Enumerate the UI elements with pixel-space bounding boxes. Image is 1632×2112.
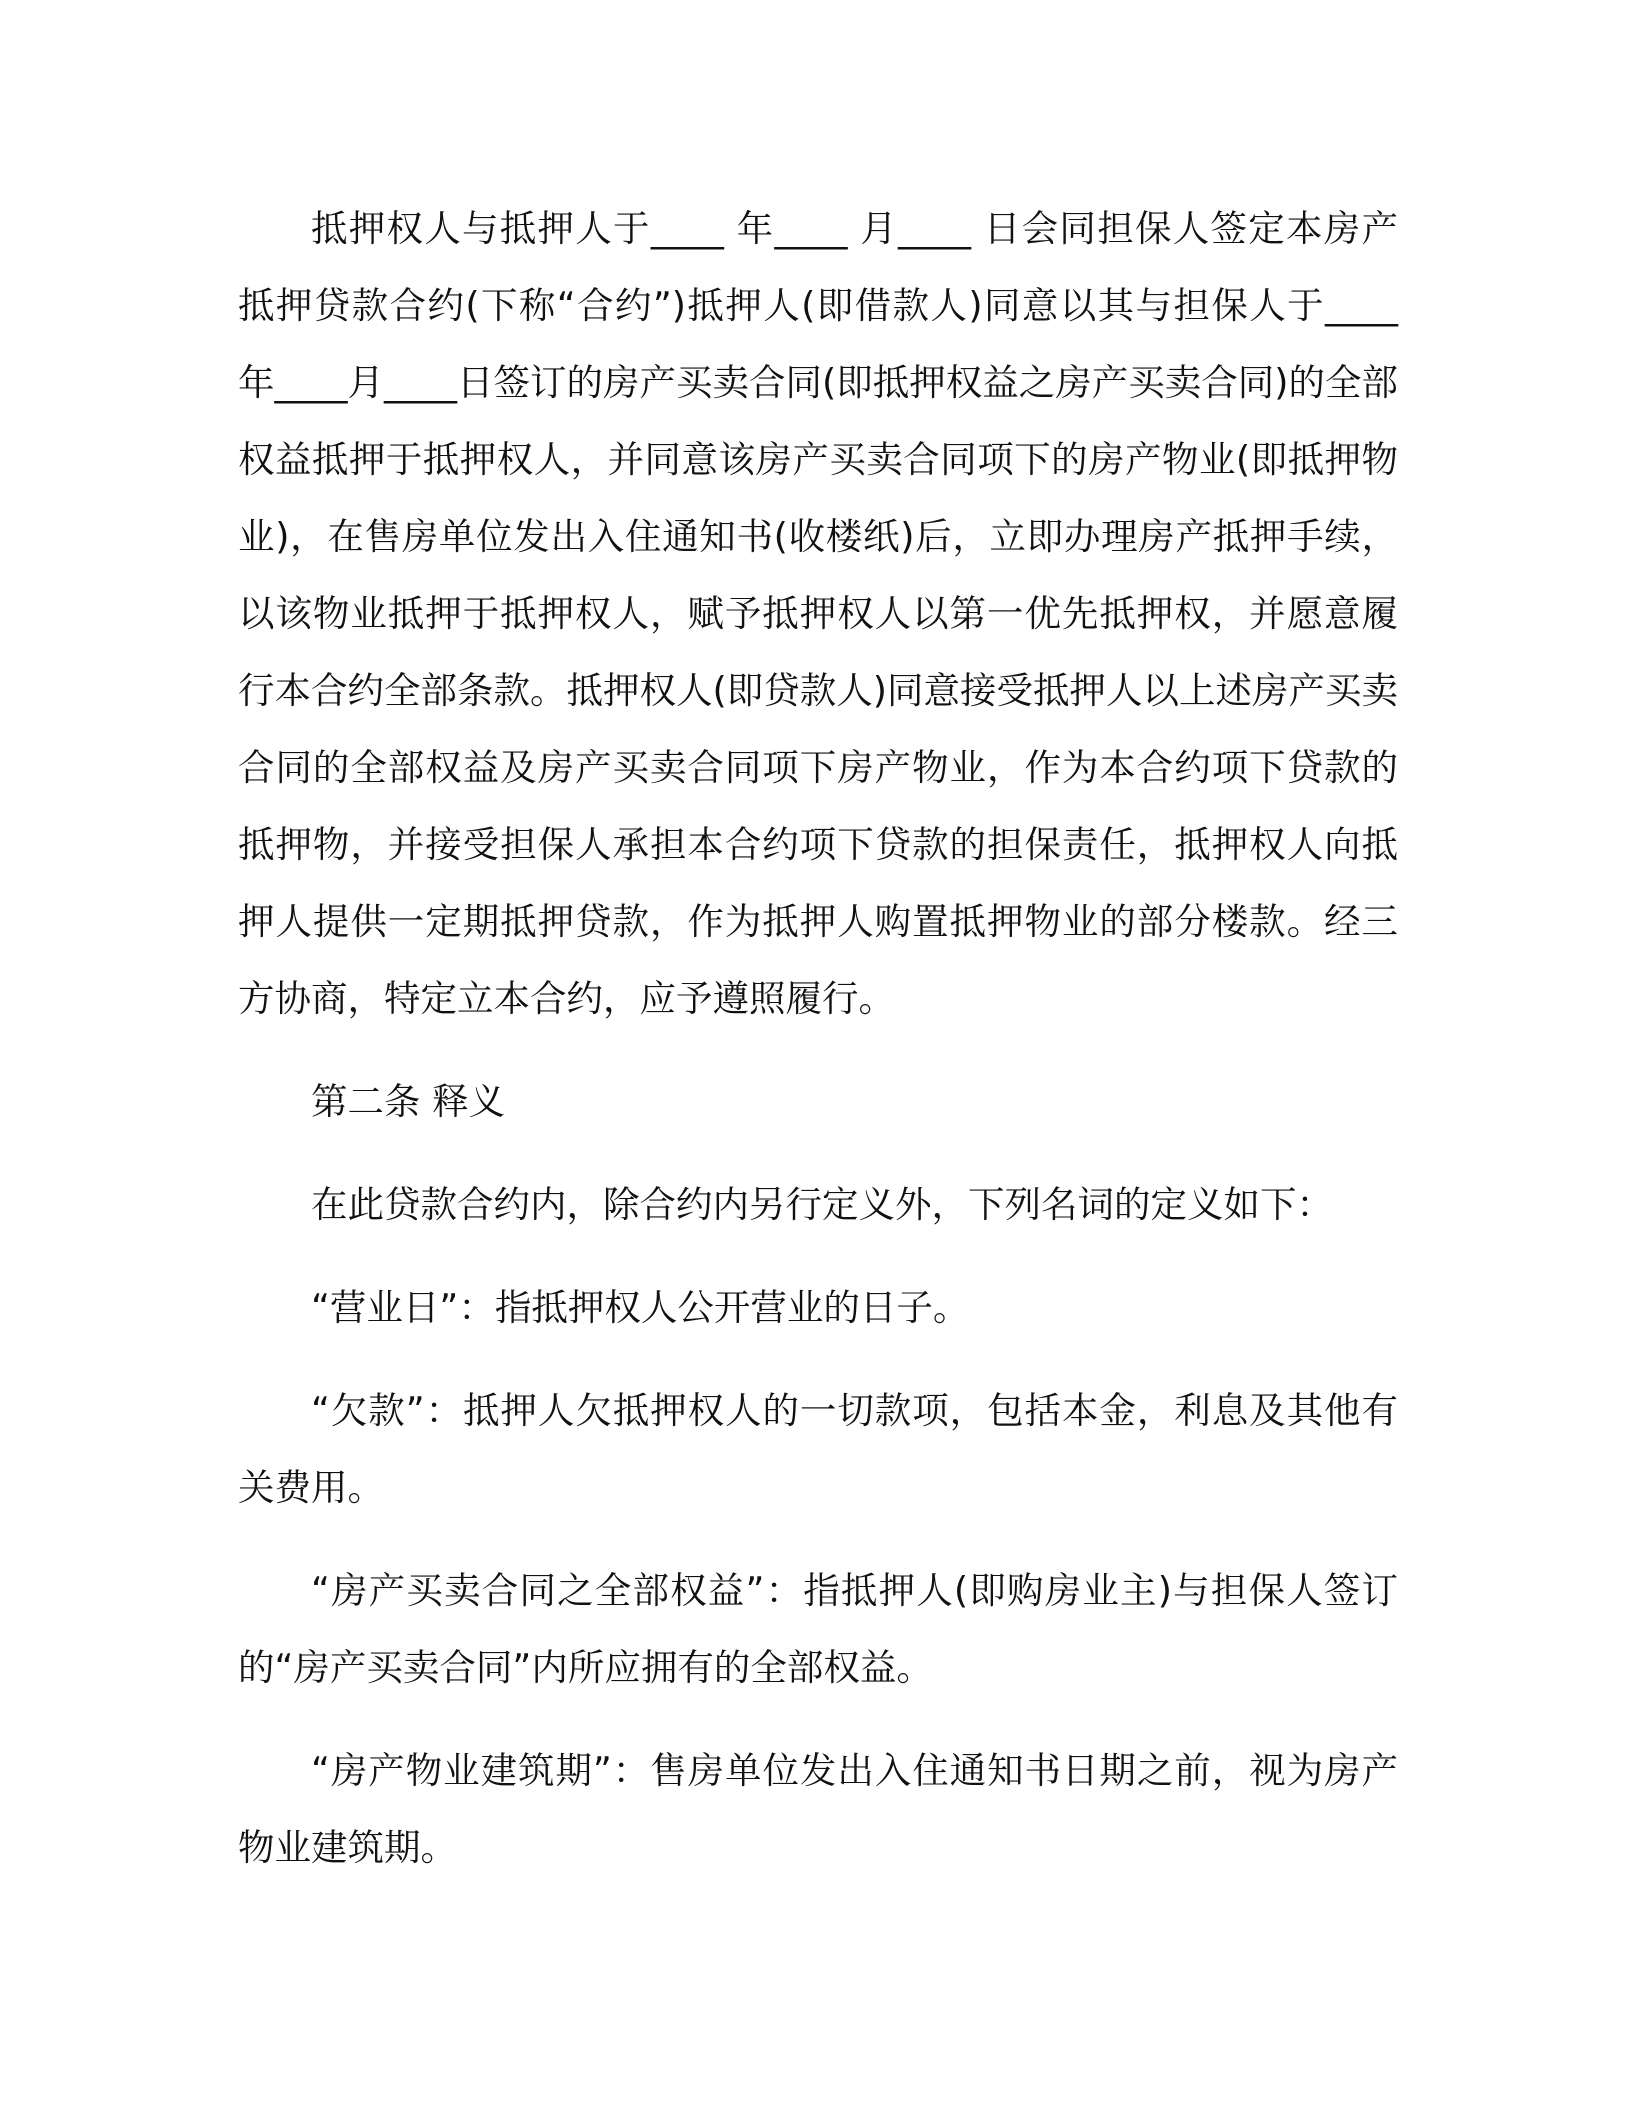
definition-construction-period: “房产物业建筑期”：售房单位发出入住通知书日期之前，视为房产物业建筑期。: [238, 1749, 1398, 1869]
definitions-intro: 在此贷款合约内，除合约内另行定义外，下列名词的定义如下：: [311, 1183, 1333, 1226]
section-heading: 第二条 释义: [311, 1080, 506, 1123]
document-page: [238, 190, 1398, 1886]
definition-contract-rights: “房产买卖合同之全部权益”：指抵押人(即购房业主)与担保人签订的“房产买卖合同”内所应拥有的全部权益。: [238, 1569, 1398, 1689]
preamble-paragraph: 抵押权人与抵押人于____ 年____ 月____ 日会同担保人签定本房产抵押贷款合约(下称“合约”)抵押人(即借款人)同意以其与担保人于____ 年____月____日签订的房产买卖合同(即抵押权益之房产买卖合同)的全部权益抵押于抵押权人，并同意该房产买卖合同项下的房产物业(即抵押物业)，在售房单位发出入住通知书(收楼纸)后，立即办理房产抵押手续，以该物业抵押于抵押权人，赋予抵押权人以第一优先抵押权，并愿意履行本合约全部条款。抵押权人(即贷款人)同意接受抵押人以上述房产买卖合同的全部权益及房产买卖合同项下房产物业，作为本合约项下贷款的抵押物，并接受担保人承担本合约项下贷款的担保责任，抵押权人向抵押人提供一定期抵押贷款，作为抵押人购置抵押物业的部分楼款。经三方协商，特定立本合约，应予遵照履行。: [238, 207, 1398, 1020]
definition-debt: “欠款”：抵押人欠抵押权人的一切款项，包括本金，利息及其他有关费用。: [238, 1389, 1398, 1509]
definition-business-day: “营业日”：指抵押权人公开营业的日子。: [311, 1286, 970, 1329]
